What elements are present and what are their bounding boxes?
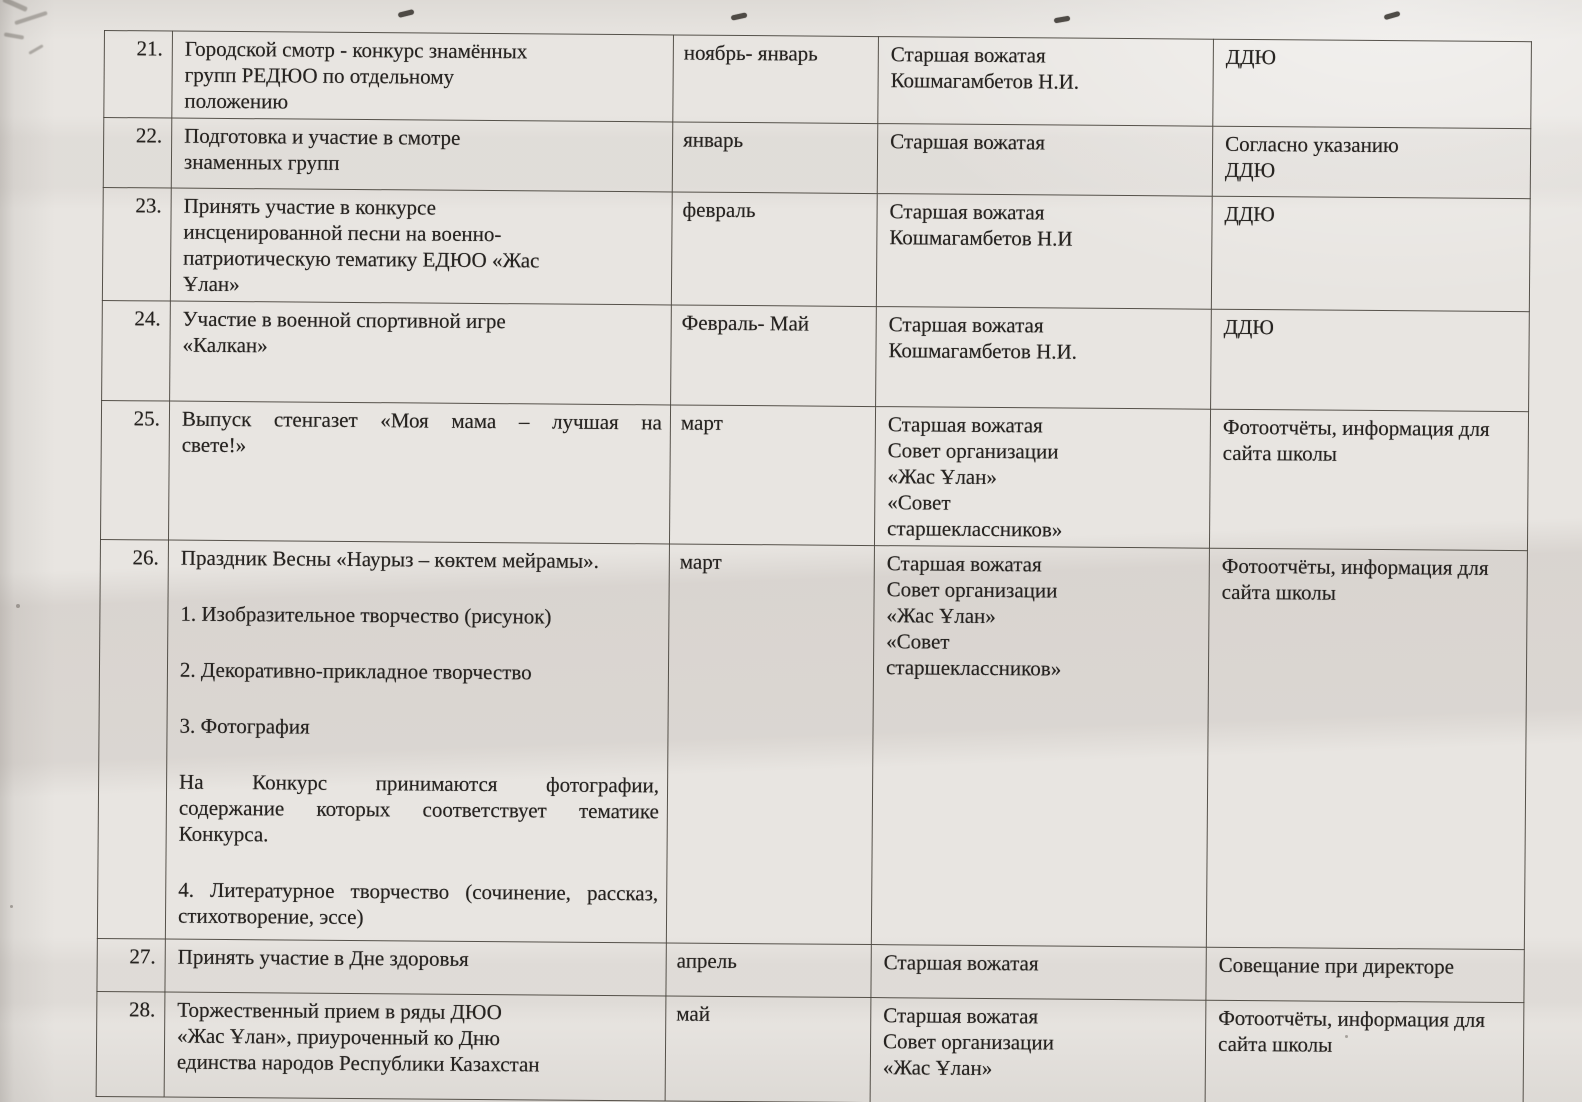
responsible-cell: Старшая вожатая Совет организации «Жас Ұлан» «Совет старшеклассников» — [871, 546, 1209, 948]
activity-paragraph: 4. Литературное творчество (сочинение, рассказ, стихотворение, эссе) — [177, 877, 659, 930]
activity-paragraph: 3. Фотография — [179, 713, 310, 739]
corner-smudge — [2, 0, 28, 12]
plan-table-body — [96, 31, 1531, 1102]
table-row — [100, 400, 1528, 550]
scan-dash-mark — [1054, 16, 1071, 23]
activity-cell — [165, 939, 666, 996]
responsible-cell: Старшая вожатая Кошмагамбетов Н.И. — [876, 307, 1212, 410]
paper-speck — [16, 604, 20, 608]
row-number-cell: 24. — [102, 300, 171, 401]
activity-cell — [170, 301, 672, 405]
responsible-cell: Старшая вожатая Совет организации «Жас Ұлан» «Совет старшеклассников» — [874, 407, 1210, 549]
table-row — [97, 539, 1527, 949]
table-row — [96, 991, 1524, 1102]
activity-paragraph: Городской смотр - конкурс знамённых групп РЕДЮО по отдельному положению — [184, 36, 528, 114]
table-row — [104, 31, 1532, 129]
responsible-cell: Старшая вожатая Кошмагамбетов Н.И — [876, 194, 1212, 310]
plan-table — [96, 30, 1532, 1102]
row-number-cell: 28. — [96, 991, 165, 1097]
activity-paragraph: На Конкурс принимаются фотографии, содержание которых соответствует тематике Конкурса. — [178, 769, 660, 847]
output-cell: Совещание при директоре — [1206, 947, 1524, 1002]
activity-paragraph: Участие в военной спортивной игре «Калкан» — [182, 306, 506, 358]
table-row — [102, 300, 1530, 411]
scan-dash-mark — [398, 9, 415, 17]
timing-cell: январь — [672, 122, 878, 194]
activity-paragraph: Подготовка и участие в смотре знаменных групп — [183, 123, 461, 175]
timing-cell: май — [665, 996, 871, 1102]
output-cell: Фотоотчёты, информация для сайта школы — [1206, 548, 1527, 949]
row-number-cell: 22. — [103, 118, 172, 189]
activity-paragraph: Торжественный прием в ряды ДЮО «Жас Ұлан», приуроченный ко Дню единства народов Республики Казахстан — [176, 997, 540, 1077]
activity-cell — [168, 401, 670, 544]
timing-cell: Февраль- Май — [671, 305, 877, 407]
responsible-cell: Старшая вожатая — [877, 124, 1213, 197]
output-cell: Согласно указанию ДДЮ — [1212, 126, 1531, 198]
output-cell: Фотоотчёты, информация для сайта школы — [1205, 1000, 1524, 1102]
activity-paragraph: Принять участие в конкурсе инсценированной песни на военно- патриотическую тематику ЕДЮО «Жас Ұлан» — [182, 193, 540, 297]
activity-paragraph: 1. Изобразительное творчество (рисунок) — [180, 601, 552, 629]
responsible-cell: Старшая вожатая Совет организации «Жас Ұлан» — [870, 998, 1206, 1102]
responsible-cell: Старшая вожатая — [871, 945, 1206, 1001]
output-cell: ДДЮ — [1211, 196, 1530, 311]
activity-paragraph: Праздник Весны «Наурыз – көктем мейрамы». — [180, 545, 600, 573]
timing-cell: ноябрь- январь — [673, 35, 879, 124]
row-number-cell: 21. — [104, 31, 173, 119]
corner-smudge — [4, 32, 24, 39]
output-cell: ДДЮ — [1213, 39, 1532, 128]
row-number-cell: 27. — [97, 938, 165, 992]
activity-cell — [164, 992, 666, 1101]
timing-cell: март — [666, 544, 874, 945]
row-number-cell: 25. — [100, 400, 169, 540]
paper-speck — [10, 905, 13, 908]
timing-cell: апрель — [666, 943, 871, 998]
output-cell: ДДЮ — [1211, 309, 1530, 411]
activity-cell — [170, 188, 672, 305]
corner-smudge — [28, 44, 43, 55]
scan-dash-mark — [731, 12, 748, 20]
scan-dash-mark — [1384, 11, 1401, 20]
row-number-cell: 23. — [102, 187, 171, 301]
row-number-cell: 26. — [97, 539, 168, 939]
corner-smudge — [14, 11, 48, 25]
activity-cell — [172, 31, 674, 122]
output-cell: Фотоотчёты, информация для сайта школы — [1209, 409, 1528, 550]
activity-cell — [165, 540, 669, 943]
timing-cell: март — [669, 405, 875, 546]
responsible-cell: Старшая вожатая Кошмагамбетов Н.И. — [878, 37, 1214, 127]
activity-paragraph: Принять участие в Дне здоровья — [177, 944, 469, 971]
table-row — [102, 187, 1530, 311]
table-row — [103, 118, 1531, 199]
activity-cell — [171, 118, 673, 192]
activity-paragraph: Выпуск стенгазет «Моя мама – лучшая на свете!» — [181, 406, 663, 458]
plan-table-wrapper — [96, 30, 1532, 1102]
activity-paragraph: 2. Декоративно-прикладное творчество — [179, 657, 532, 685]
timing-cell: февраль — [671, 192, 877, 307]
